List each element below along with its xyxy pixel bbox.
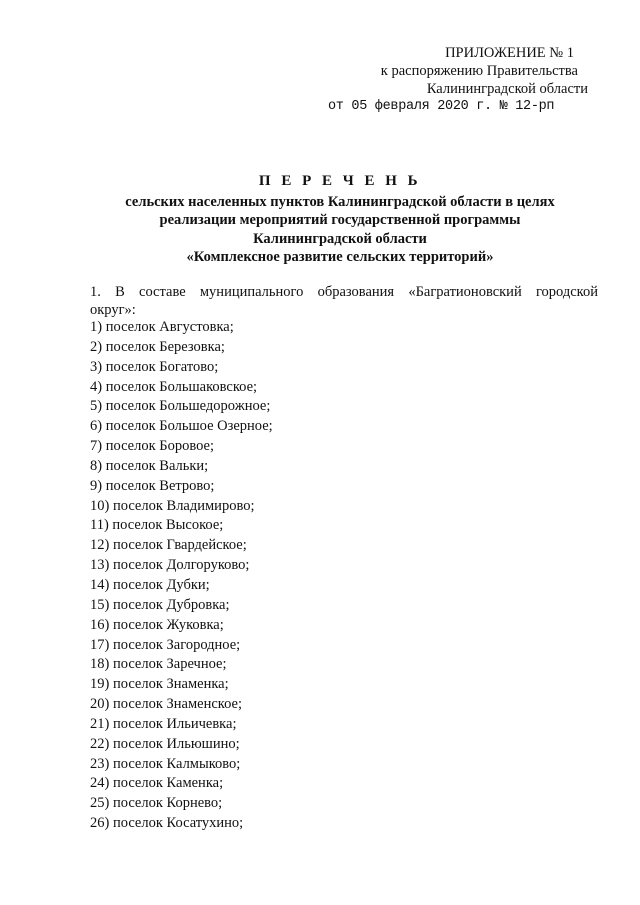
appendix-block [300,44,600,116]
settlement-list-item: 13) поселок Долгоруково; [90,557,250,574]
settlement-list-item: 5) поселок Большедорожное; [90,398,271,415]
settlement-list-item: 14) поселок Дубки; [90,576,210,593]
document-heading [90,172,590,267]
appendix-order-reference: к распоряжению Правительства [380,63,578,79]
settlement-list-item: 25) поселок Корнево; [90,795,223,812]
settlement-list-item: 11) поселок Высокое; [90,517,224,534]
appendix-region: Калининградской области [426,81,588,97]
settlement-list-item: 23) поселок Калмыково; [90,755,241,772]
settlement-list-item: 22) поселок Ильюшино; [90,735,240,752]
appendix-date-line: от 05 февраля 2020 г. № 12-рп [328,99,555,114]
settlement-list-item: 4) поселок Большаковское; [90,378,258,395]
heading-line-3: Калининградской области [253,230,427,247]
settlement-list-item: 24) поселок Каменка; [90,775,224,792]
settlement-list-item: 12) поселок Гвардейское; [90,537,247,554]
settlement-list-item: 7) поселок Боровое; [90,438,214,455]
settlement-list-item: 2) поселок Березовка; [90,338,225,355]
settlement-list-item: 15) поселок Дубровка; [90,596,230,613]
heading-title: П Е Р Е Ч Е Н Ь [258,173,422,189]
heading-line-2: реализации мероприятий государственной программы [159,212,521,228]
section-intro-line-1: 1. В составе муниципального образования «Багратионовский городской [90,284,598,300]
appendix-title: ПРИЛОЖЕНИЕ № 1 [445,45,574,61]
section-intro-line-2: округ»: [90,302,136,318]
settlement-list-item: 17) поселок Загородное; [90,636,241,653]
settlement-list-item: 1) поселок Августовка; [90,319,234,335]
section-intro [90,283,598,319]
settlement-list-item: 8) поселок Вальки; [90,457,209,474]
settlement-list-item: 16) поселок Жуковка; [90,616,224,633]
heading-line-1: сельских населенных пунктов Калининградской области в целях [125,193,555,210]
settlement-list-item: 10) поселок Владимирово; [90,497,255,514]
heading-line-4: «Комплексное развитие сельских территорий» [186,249,494,265]
settlement-list-item: 6) поселок Большое Озерное; [90,418,273,435]
settlement-list-item: 9) поселок Ветрово; [90,477,215,494]
settlement-list-item: 20) поселок Знаменское; [90,696,242,713]
settlement-list-item: 19) поселок Знаменка; [90,676,229,693]
settlement-list-item: 18) поселок Заречное; [90,656,227,673]
settlement-list-item: 21) поселок Ильичевка; [90,715,237,732]
settlement-list [90,318,590,834]
settlement-list-item: 26) поселок Косатухино; [90,815,244,832]
settlement-list-item: 3) поселок Богатово; [90,358,219,375]
